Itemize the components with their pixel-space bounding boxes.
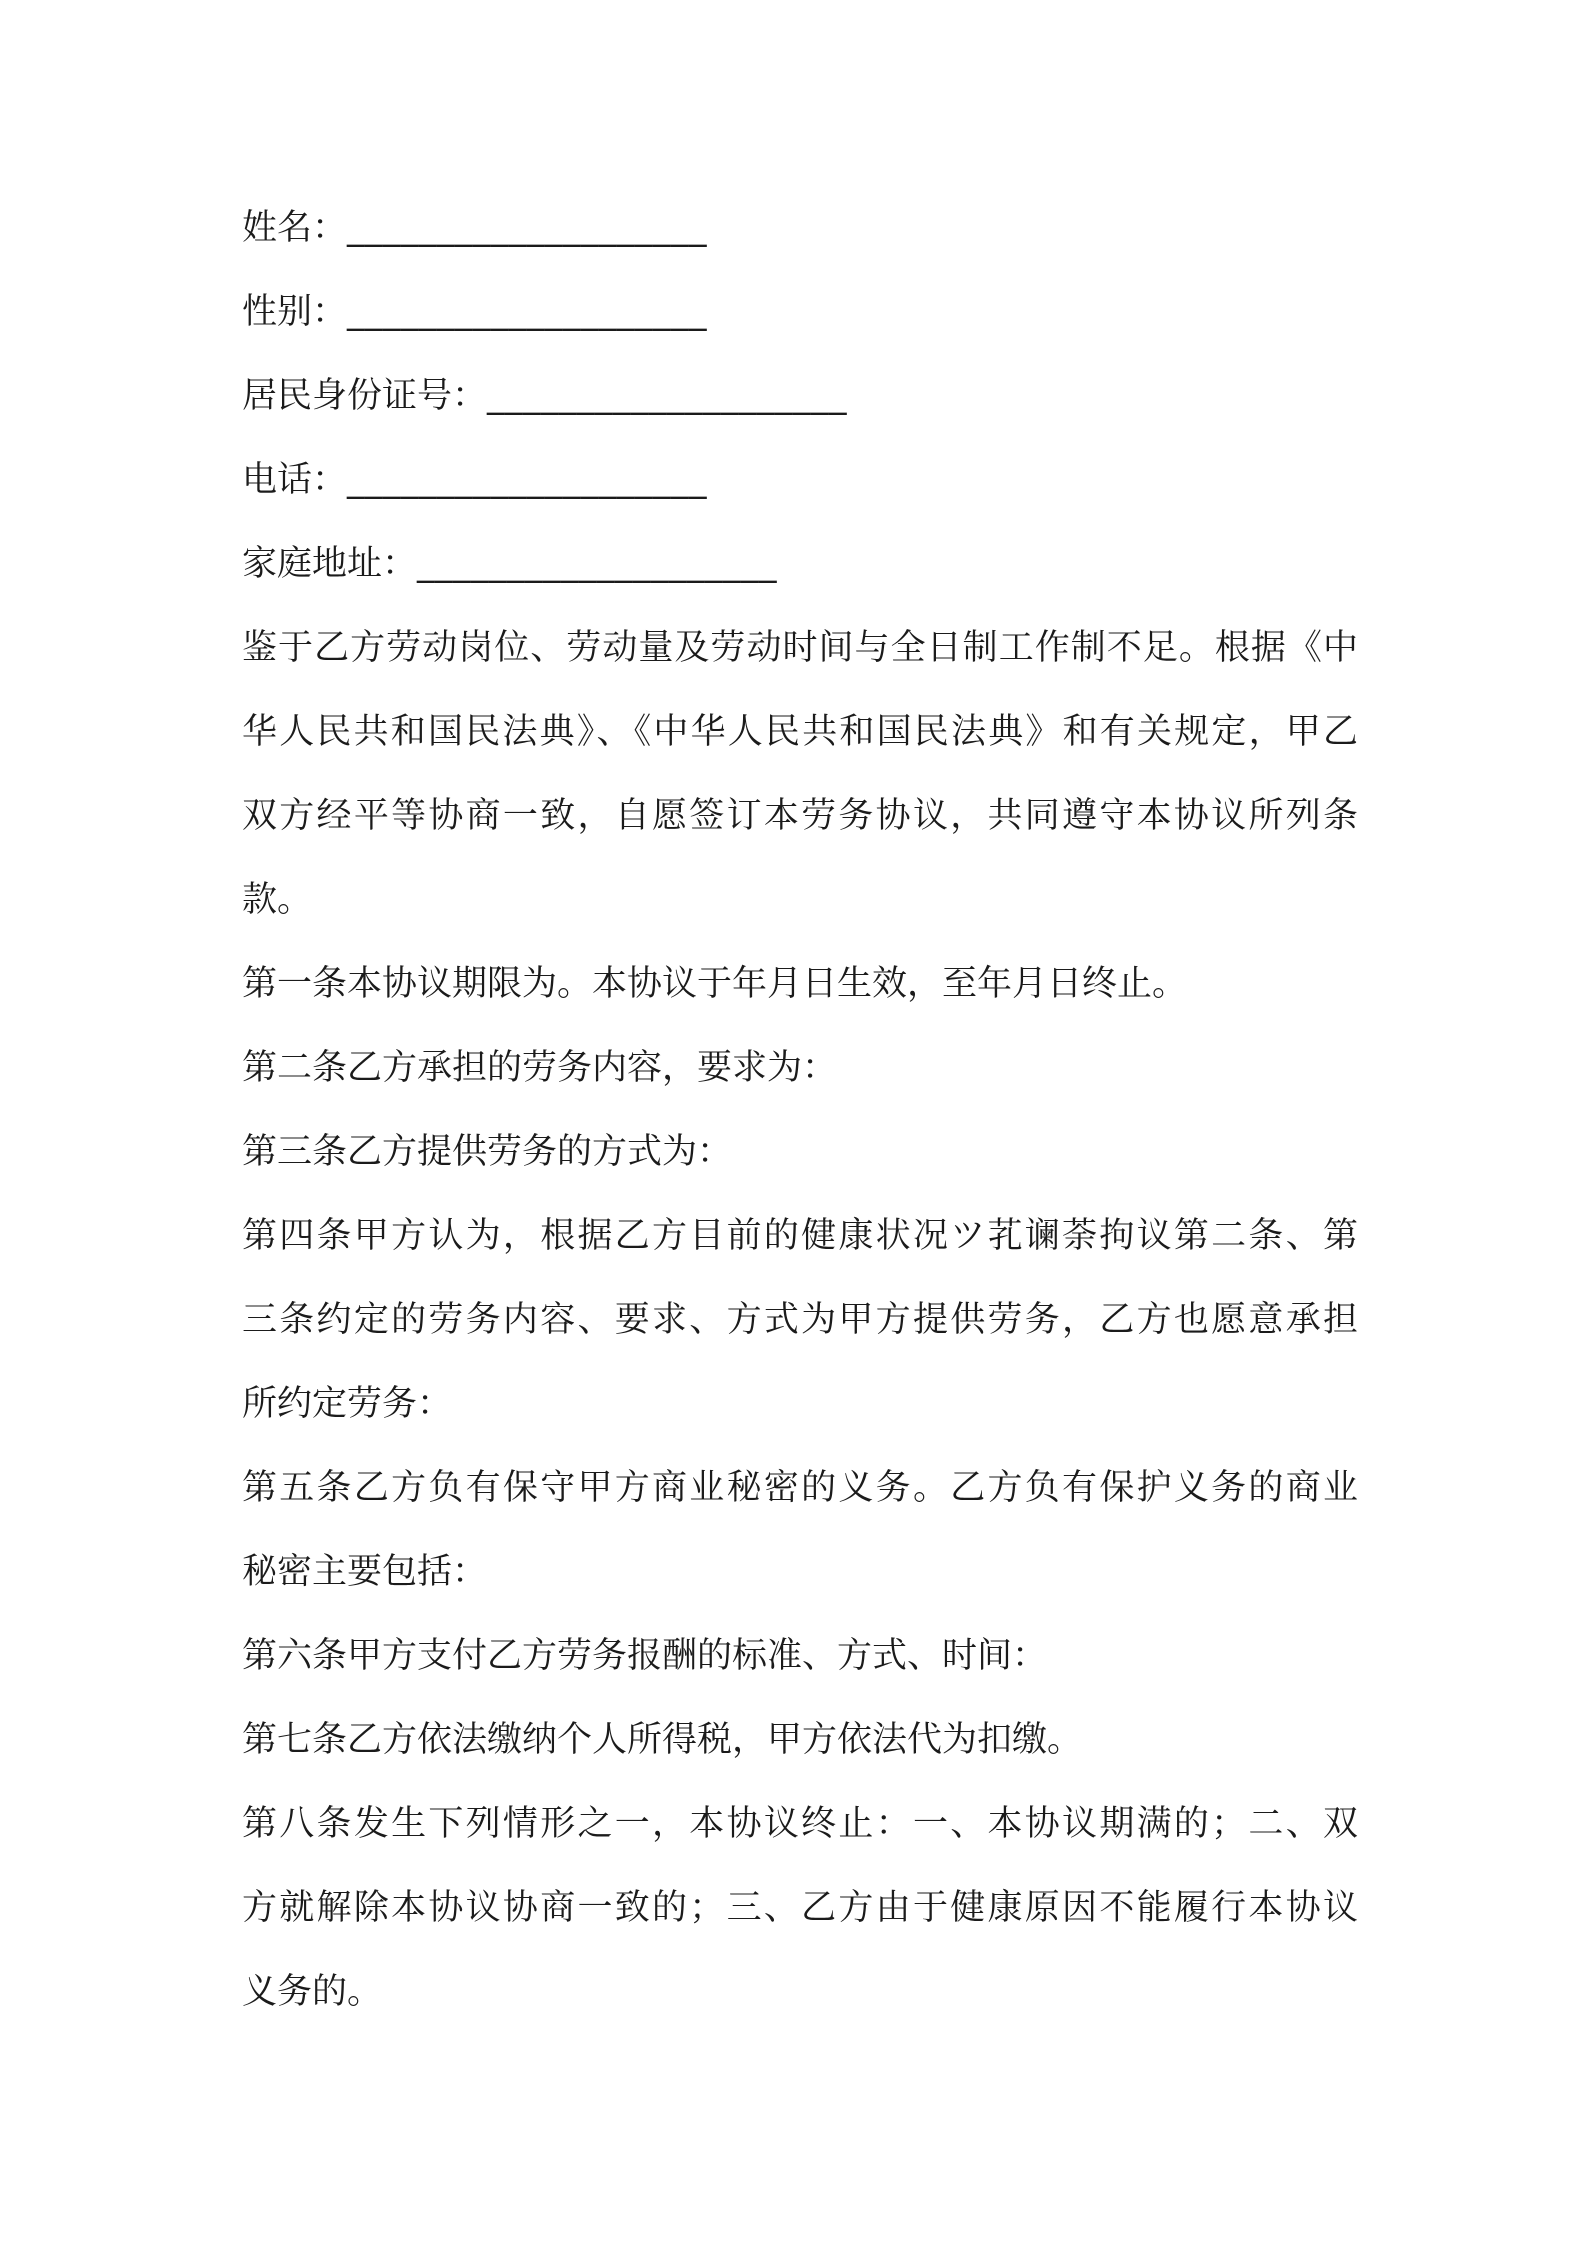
clause-8 (242, 1782, 1358, 2034)
paragraph-line: 秘密主要包括： (242, 1552, 488, 1592)
blank-line: ____________________ (417, 544, 778, 584)
paragraph-line: 第三条乙方提供劳务的方式为： (242, 1132, 733, 1172)
clause-1 (242, 942, 1358, 1026)
paragraph-line: 所约定劳务： (242, 1384, 453, 1424)
paragraph-line: 第五条乙方负有保守甲方商业秘密的义务。乙方负有保护义务的商业 (242, 1468, 1358, 1508)
paragraph-line: 第六条甲方支付乙方劳务报酬的标准、方式、时间： (242, 1636, 1048, 1676)
paragraph-line: 第八条发生下列情形之一，本协议终止：一、本协议期满的；二、双 (242, 1804, 1358, 1844)
field-row-name (242, 186, 1358, 270)
preamble-paragraph (242, 606, 1358, 942)
blank-line: ____________________ (347, 208, 708, 248)
paragraph-line: 义务的。 (242, 1972, 383, 2012)
blank-line: ____________________ (347, 292, 708, 332)
paragraph-line: 第一条本协议期限为。本协议于年月日生效，至年月日终止。 (242, 964, 1188, 1004)
paragraph-line: 款。 (242, 880, 313, 920)
paragraph-line: 第七条乙方依法缴纳个人所得税，甲方依法代为扣缴。 (242, 1720, 1083, 1760)
field-label: 居民身份证号： (242, 376, 488, 416)
field-label: 姓名： (242, 208, 348, 248)
clause-4 (242, 1194, 1358, 1446)
clause-5 (242, 1446, 1358, 1614)
paragraph-line: 方就解除本协议协商一致的；三、乙方由于健康原因不能履行本协议 (242, 1888, 1358, 1928)
paragraph-line: 鉴于乙方劳动岗位、劳动量及劳动时间与全日制工作制不足。根据《中 (242, 628, 1358, 668)
field-label: 家庭地址： (242, 544, 418, 584)
clause-7 (242, 1698, 1358, 1782)
field-row-gender (242, 270, 1358, 354)
field-label: 电话： (242, 460, 348, 500)
clause-3 (242, 1110, 1358, 1194)
paragraph-line: 三条约定的劳务内容、要求、方式为甲方提供劳务，乙方也愿意承担 (242, 1300, 1358, 1340)
field-row-phone (242, 438, 1358, 522)
blank-line: ____________________ (487, 376, 848, 416)
field-label: 性别： (242, 292, 348, 332)
clause-2 (242, 1026, 1358, 1110)
clause-6 (242, 1614, 1358, 1698)
field-row-id-number (242, 354, 1358, 438)
paragraph-line: 双方经平等协商一致，自愿签订本劳务协议，共同遵守本协议所列条 (242, 796, 1358, 836)
field-row-address (242, 522, 1358, 606)
document-page (242, 186, 1358, 2034)
paragraph-line: 华人民共和国民法典》、《中华人民共和国民法典》和有关规定，甲乙 (242, 712, 1358, 752)
blank-line: ____________________ (347, 460, 708, 500)
paragraph-line: 第四条甲方认为，根据乙方目前的健康状况ツ芤谰荼拘议第二条、第 (242, 1216, 1358, 1256)
paragraph-line: 第二条乙方承担的劳务内容，要求为： (242, 1048, 838, 1088)
